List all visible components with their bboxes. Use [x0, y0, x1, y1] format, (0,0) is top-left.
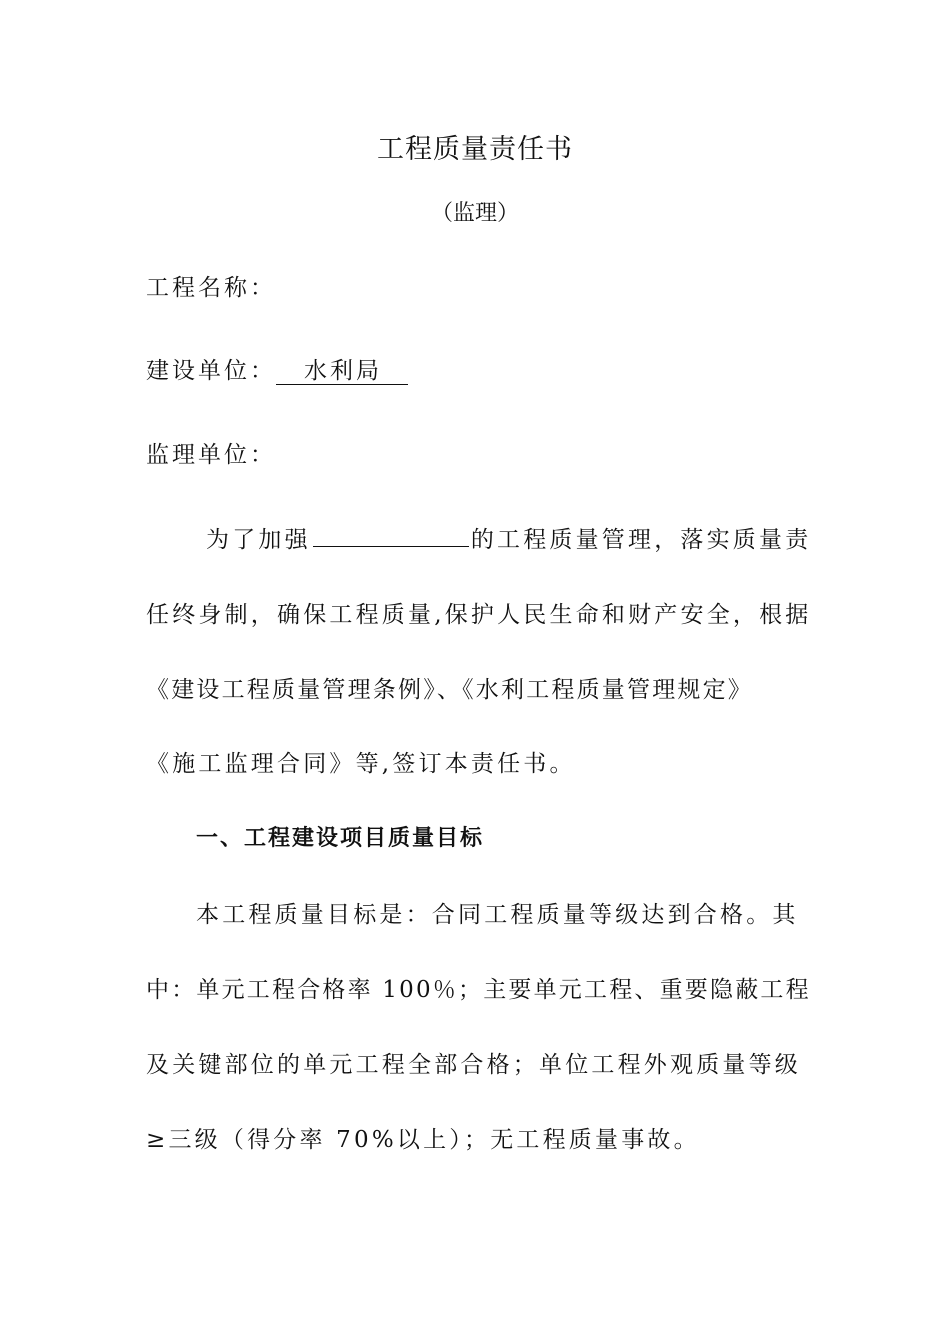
section-heading-quality-goal: 一、工程建设项目质量目标: [196, 826, 485, 851]
project-name-label: 工程名称：: [146, 275, 276, 301]
section1-line-1: 本工程质量目标是：合同工程质量等级达到合格。其: [196, 902, 799, 928]
supervisor-label: 监理单位：: [146, 442, 276, 468]
project-name-field: [146, 272, 276, 304]
section1-line-4: ≥三级（得分率 70%以上）；无工程质量事故。: [146, 1127, 700, 1153]
builder-label: 建设单位：: [146, 358, 276, 384]
intro-line-4: 《施工监理合同》等,签订本责任书。: [146, 751, 576, 777]
supervisor-field: [146, 439, 276, 471]
document-subtitle: （监理）: [430, 201, 519, 226]
intro-line-2: 任终身制，确保工程质量,保护人民生命和财产安全，根据: [146, 602, 812, 628]
blank-underline: [313, 524, 469, 547]
builder-value: 水利局: [276, 358, 408, 385]
intro-line-3: 《建设工程质量管理条例》、《水利工程质量管理规定》: [146, 677, 753, 703]
section1-line-3: 及关键部位的单元工程全部合格；单位工程外观质量等级: [146, 1052, 801, 1078]
intro-text-before-blank: 为了加强: [206, 527, 311, 553]
intro-text-after-blank: 的工程质量管理，落实质量责: [470, 527, 812, 553]
section1-line-2: 中：单元工程合格率 100％；主要单元工程、重要隐蔽工程: [146, 977, 811, 1003]
intro-line-1: [146, 524, 812, 556]
document-title: 工程质量责任书: [377, 134, 573, 165]
builder-field: [146, 355, 408, 387]
